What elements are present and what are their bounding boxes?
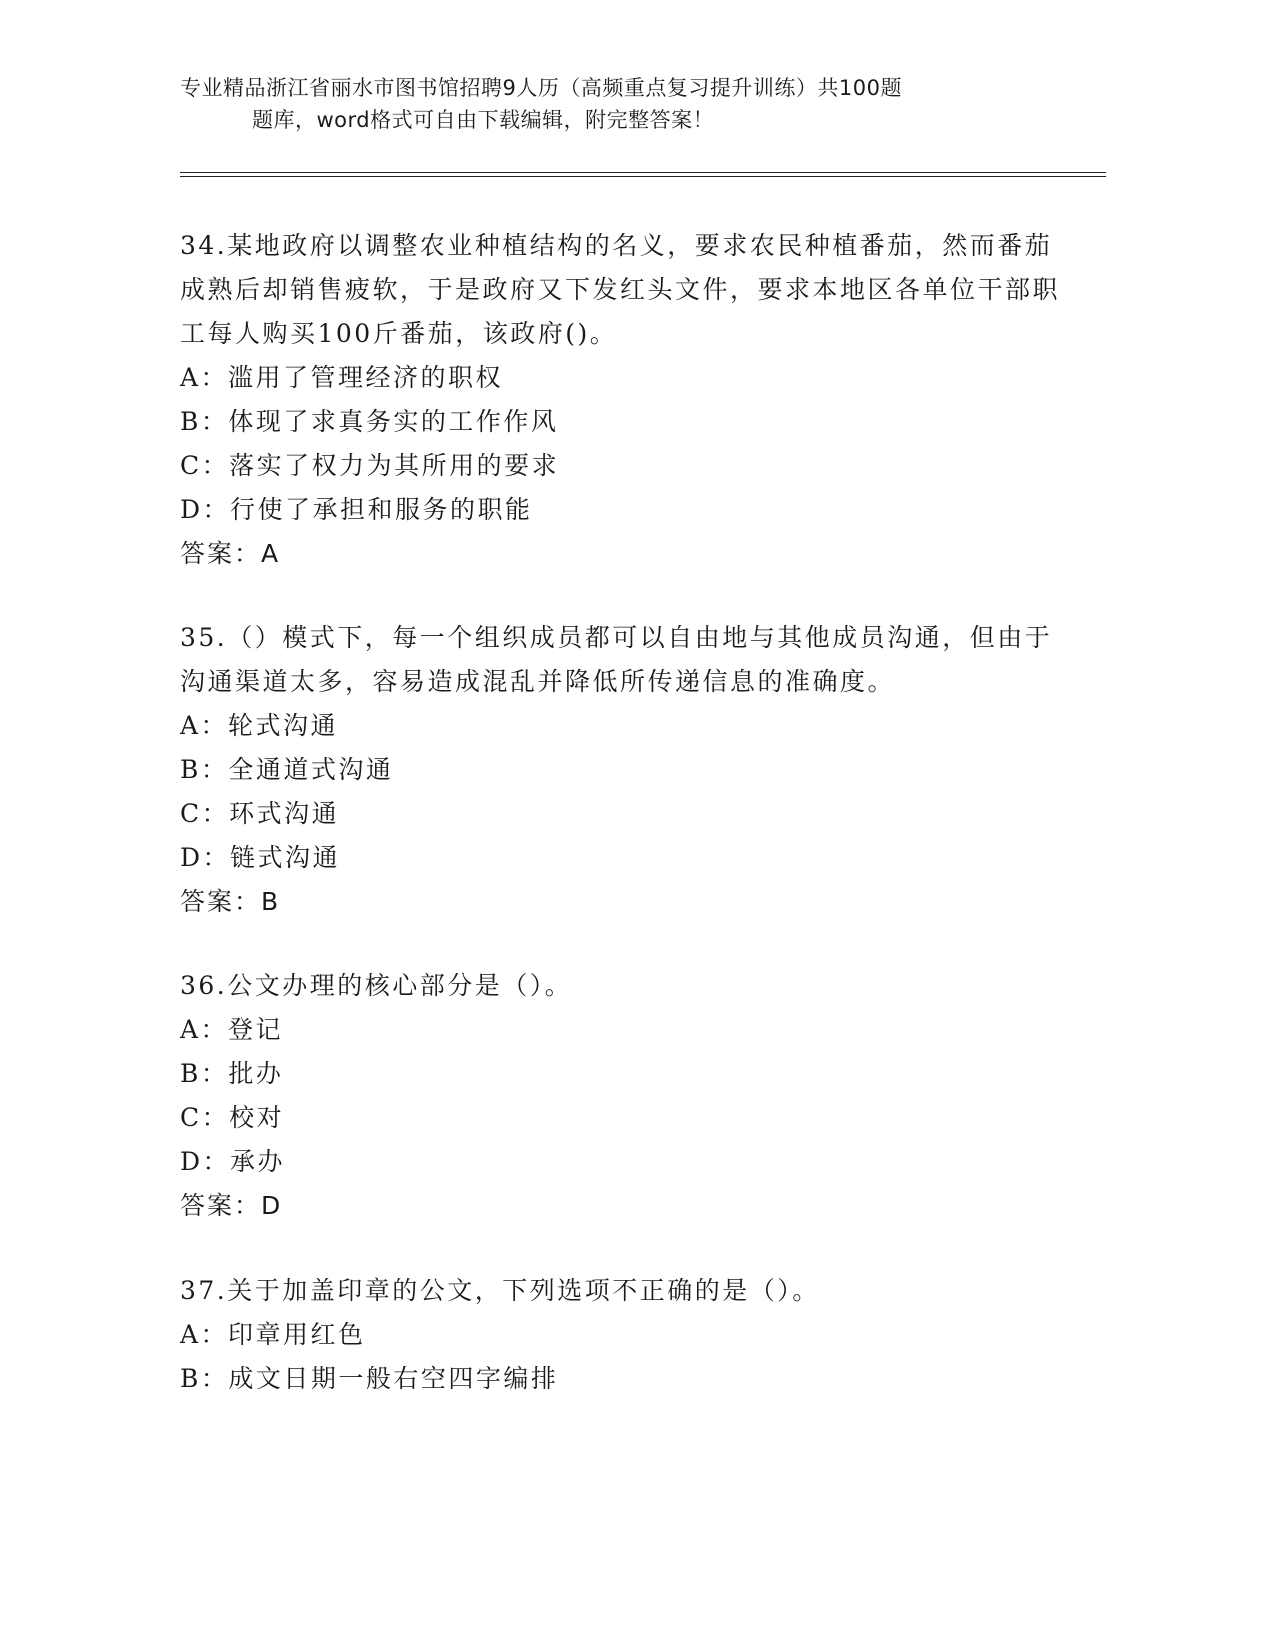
question-stem: 36.公文办理的核心部分是（）。	[180, 971, 573, 1000]
option-c: C：校对	[180, 1103, 285, 1132]
option-c: C：落实了权力为其所用的要求	[180, 451, 560, 480]
option-a: A：印章用红色	[180, 1320, 366, 1349]
answer-line: 答案：A	[180, 539, 281, 568]
question-37	[180, 1269, 1060, 1401]
question-35	[180, 616, 1060, 924]
option-a: A：轮式沟通	[180, 711, 339, 740]
answer-line: 答案：D	[180, 1191, 283, 1220]
header-title-line1: 专业精品浙江省丽水市图书馆招聘9人历（高频重点复习提升训练）共100题	[180, 76, 902, 100]
question-stem: 35.（）模式下，每一个组织成员都可以自由地与其他成员沟通，但由于沟通渠道太多，容易造成混乱并降低所传递信息的准确度。	[180, 623, 1053, 696]
header-divider-top	[180, 172, 1106, 173]
header-title-line2: 题库，word格式可自由下载编辑，附完整答案！	[252, 108, 715, 132]
option-b: B：体现了求真务实的工作作风	[180, 407, 559, 436]
question-36	[180, 964, 1060, 1228]
option-a: A：滥用了管理经济的职权	[180, 363, 504, 392]
option-a: A：登记	[180, 1015, 284, 1044]
answer-line: 答案：B	[180, 887, 281, 916]
option-d: D：链式沟通	[180, 843, 341, 872]
header-divider-bottom	[180, 176, 1106, 177]
option-b: B：批办	[180, 1059, 284, 1088]
option-c: C：环式沟通	[180, 799, 340, 828]
option-d: D：行使了承担和服务的职能	[180, 495, 533, 524]
option-b: B：成文日期一般右空四字编排	[180, 1364, 559, 1393]
question-34	[180, 224, 1060, 576]
option-d: D：承办	[180, 1147, 286, 1176]
question-stem: 37.关于加盖印章的公文，下列选项不正确的是（）。	[180, 1276, 820, 1305]
option-b: B：全通道式沟通	[180, 755, 394, 784]
question-stem: 34.某地政府以调整农业种植结构的名义，要求农民种植番茄，然而番茄成熟后却销售疲软，于是政府又下发红头文件，要求本地区各单位干部职工每人购买100斤番茄，该政府()。	[180, 231, 1061, 348]
document-header	[180, 72, 1040, 136]
